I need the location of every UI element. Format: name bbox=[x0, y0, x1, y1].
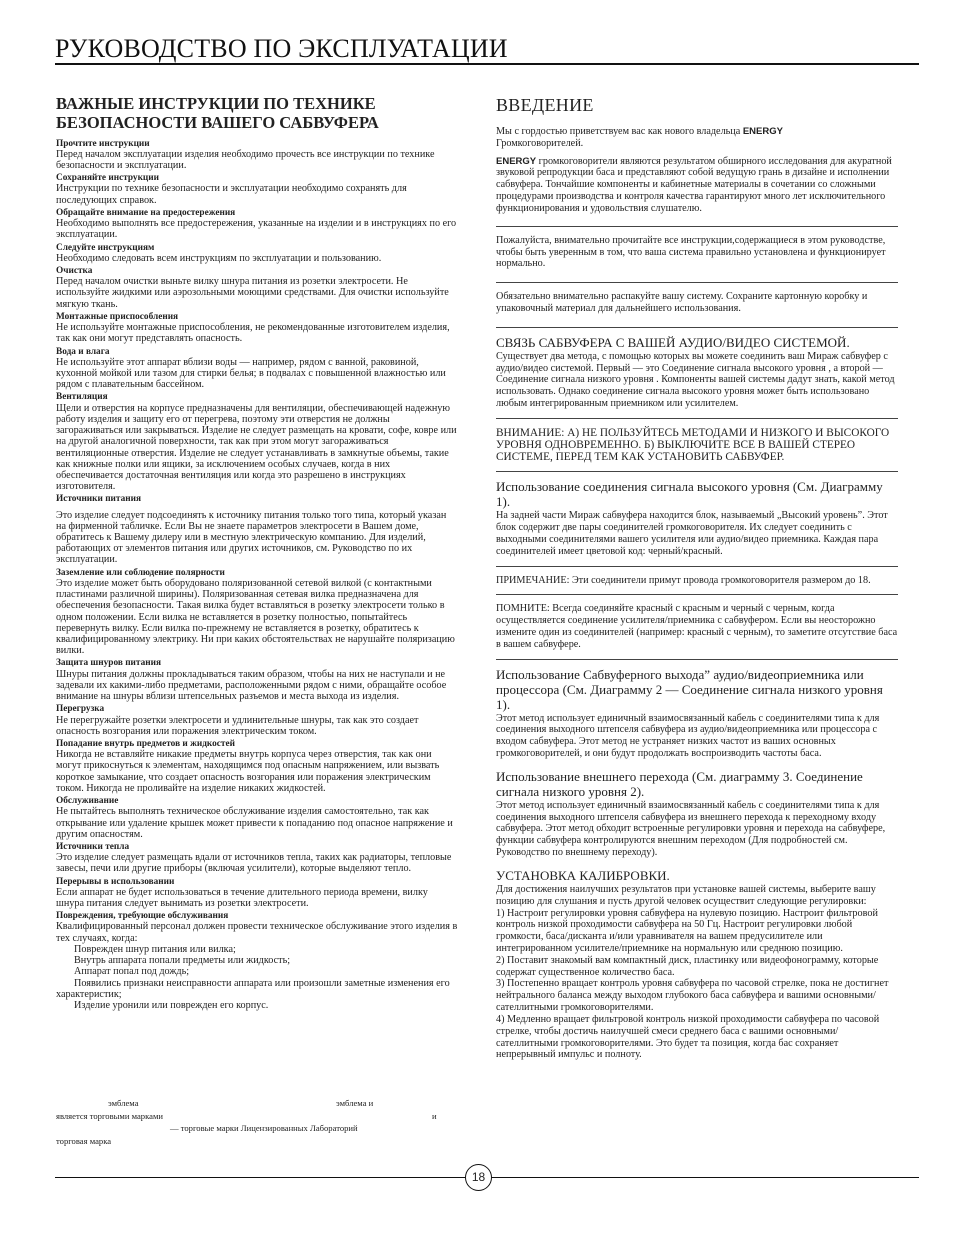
intro-paragraph: Пожалуйста, внимательно прочитайте все инструкции,содержащиеся в этом руководстве, чтобы быть уверенным в том, что ваша система правильно установлена и функционирует нормально. bbox=[496, 234, 886, 270]
page-number: 18 bbox=[465, 1164, 492, 1191]
section-text: Не используйте этот аппарат вблизи воды — например, рядом с ванной, раковиной, кухонной мойкой или тазом для стирки белья; в подвалах с повышенной влажностью или рядом с плавательным бассейном. bbox=[56, 356, 446, 391]
section-heading: Заземление или соблюдение полярности bbox=[56, 567, 225, 578]
brand-logo: ENERGY bbox=[496, 155, 537, 167]
section-text: Необходимо выполнять все предостережения, указанные на изделии и в инструкциях по его эксплуатации. bbox=[56, 218, 457, 241]
connection-text: Существует два метода, с помощью которых вы можете соединить ваш Мираж сабвуфер с аудио/видео системой. Первый — это Соединение сигнала высокого уровня , а второй — Соединение сигнала низкого уровня . Компоненты вашей системы дадут знать, какой метод использовать. Однако соединение сигнала высокого уровня может быть использовано любым интегрированным приемником или усилителем. bbox=[496, 350, 895, 410]
section-heading: Вода и влага bbox=[56, 346, 110, 357]
section-heading: Использование внешнего перехода (См. диаграмму 3. Соединение сигнала низкого уровня 2). bbox=[496, 768, 863, 799]
section-text: Никогда не вставляйте никакие предметы внутрь корпуса через отверстия, так как они могут прикоснуться к элементам, находящимся под опасным напряжением, или вызвать короткое замыкание, что создает опасность возгорания или поражения электрическим током. Никогда не проливайте на изделие никаких жидкостей. bbox=[56, 749, 440, 794]
safety-section bbox=[56, 796, 458, 840]
divider bbox=[496, 418, 898, 419]
section-heading: Попадание внутрь предметов и жидкостей bbox=[56, 738, 235, 749]
safety-section bbox=[56, 208, 458, 241]
safety-section bbox=[56, 347, 458, 391]
intro-text: громкоговорители являются результатом обширного исследования для акуратной звуковой репродукции баса и представляют собой ведущую грань в дизайне и исполнении сабвуфера. Тончайшие компоненты и кабинетные материалы в сочетании со сложными процедурами производства и контроля качества гарантируют много лет исключительного функционирования и удовольствия слушателю. bbox=[496, 155, 892, 214]
safety-section bbox=[56, 266, 458, 310]
section-heading: Монтажные приспособления bbox=[56, 311, 179, 322]
note-text: ПРИМЕЧАНИЕ: Эти соединители примут провода громкоговорителя размером до 18. bbox=[496, 574, 871, 586]
safety-section bbox=[56, 739, 458, 794]
divider bbox=[496, 594, 898, 595]
divider bbox=[496, 659, 898, 660]
divider bbox=[496, 226, 898, 227]
intro-text: Мы с гордостью приветствуем вас как нового владельца bbox=[496, 125, 741, 137]
external-crossover-text: Этот метод использует единичный взаимосвязанный кабель с соединителями типа к для соединения выходного штепселя сабвуфера из внешнего перехода к переходному входу сабвуфера. Этот метод обходит встроенные регулировки уровня и перехода на сабвуфере, функции сабвуфера контролируются внешним переходом (Для подробностей см. Руководство по внешнему переходу). bbox=[496, 799, 886, 859]
safety-section bbox=[56, 494, 458, 565]
list-item: Аппарат попал под дождь; bbox=[74, 966, 190, 978]
intro-text: Громкоговорителей. bbox=[496, 137, 584, 149]
section-text: Это изделие может быть оборудовано поляризованной сетевой вилкой (с контактными пластинами различной ширины). Поляризованная сетевая вилка предназначена для обеспечения безопасности. Такая вилка будет вставляться в розетку электросети только в одном положении. Если вилка не вставляется в розетку полностью, попытайтесь перевернуть вилку. Если вилка по-прежнему не вставляется в розетку, обратитесь к квалифицированному электрику. Ни при каких обстоятельствах не нарушайте поляризацию вилки. bbox=[56, 577, 455, 657]
section-heading: Прочтите инструкции bbox=[56, 138, 150, 149]
section-heading: Очистка bbox=[56, 266, 93, 276]
list-item: Появились признаки неисправности аппарата или произошли заметные изменения его характеристик; bbox=[56, 977, 450, 1000]
section-heading: УСТАНОВКА КАЛИБРОВКИ. bbox=[496, 867, 670, 883]
section-heading: Использование соединения сигнала высокого уровня (См. Диаграмму 1). bbox=[496, 479, 883, 510]
section-text: Квалифицированный персонал должен провести техническое обслуживание этого изделия в тех случаях, когда: bbox=[56, 921, 458, 944]
intro-paragraph: Обязательно внимательно распакуйте вашу систему. Сохраните картонную коробку и упаковочный материал для дальнейшего использования. bbox=[496, 291, 868, 314]
high-level-text: На задней части Мираж сабвуфера находится блок, называемый „Высокий уровень”. Этот блок содержит две пары соединителей громкоговорителя. Их следует соединить с выходными соединителями вашего усилителя или аудио/видео приемника. Каждая пара соединителей имеет цветовой код: черный/красный. bbox=[496, 510, 888, 557]
calibration-text: Для достижения наилучших результатов при установке вашей системы, выберите вашу позицию для слушания и пусть другой человек осуществит следующие регулировки: bbox=[496, 883, 876, 907]
safety-section bbox=[56, 911, 458, 944]
subwoofer-output-text: Этот метод использует единичный взаимосвязанный кабель с соединителями типа к для соединения выходного штепселя сабвуфера из аудио/видеоприемника или процессора с входом сабвуфера. Этот метод не устраняет низких частот из ваших основных громкоговорителей, и они будут продолжать воспроизводить частоты баса. bbox=[496, 712, 880, 760]
footnote-text: и bbox=[432, 1110, 437, 1121]
divider bbox=[496, 566, 898, 567]
divider bbox=[496, 471, 898, 472]
trademark-footnote bbox=[56, 1097, 456, 1147]
list-item: Внутрь аппарата попали предметы или жидкость; bbox=[74, 955, 291, 967]
safety-section bbox=[56, 877, 458, 910]
footnote-text: эмблема bbox=[108, 1098, 139, 1108]
calibration-step: 2) Поставит знакомый вам компактный диск, пластинку или видеофонограмму, которые содержат существенное количество баса. bbox=[496, 954, 879, 978]
calibration-step: 4) Медленно вращает фильтровой контроль низкой проходимости сабвуфера по часовой стрелке, чтобы достичь наилучшей смеси среднего баса с вашими основными/сателлитными громкоговорителями. Это будет та позиция, когда бас сохраняет непрерывный импульс и полноту. bbox=[496, 1013, 880, 1061]
section-text: Перед началом эксплуатации изделия необходимо прочесть все инструкции по технике безопасности и эксплуатации. bbox=[56, 148, 435, 172]
section-heading: Вентиляция bbox=[56, 392, 108, 403]
section-text: Это изделие следует подсоединять к источнику питания только того типа, который указан на фирменной табличке. Если Вы не знаете параметров электросети в Вашем доме, обратитесь к Вашему дилеру или в местную электрическую компанию. Для изделий, работающих от элементов питания или других источников, см. Руководство по их эксплуатации. bbox=[56, 509, 447, 566]
section-text: Инструкции по технике безопасности и эксплуатации необходимо сохранять для последующих справок. bbox=[56, 183, 407, 206]
safety-section bbox=[56, 568, 458, 657]
footnote-text: торговая марка bbox=[56, 1135, 112, 1146]
footnote-text: эмблема и bbox=[336, 1098, 374, 1108]
list-item: Поврежден шнур питания или вилка; bbox=[74, 943, 236, 955]
section-text: Перед началом очистки выньте вилку шнура питания из розетки электросети. Не используйте жидкими или аэрозольными моющими средствами. Для очистки используйте мягкую ткань. bbox=[56, 276, 449, 310]
section-text: Необходимо следовать всем инструкциям по эксплуатации и пользованию. bbox=[56, 252, 382, 264]
divider bbox=[496, 282, 898, 283]
header-rule bbox=[55, 63, 919, 65]
safety-section bbox=[56, 658, 458, 702]
safety-section bbox=[56, 243, 458, 264]
intro-paragraph bbox=[496, 126, 898, 150]
section-text: Если аппарат не будет использоваться в течение длительного периода времени, вилку шнура питания следует вынимать из розетки электросети. bbox=[56, 886, 428, 910]
calibration-step: 3) Постепенно вращает контроль уровня сабвуфера по часовой стрелке, пока не достигнет нейтрального баланса между выходом глубокого баса сабвуфера и вашими основными/сателлитными громкоговорителями. bbox=[496, 978, 889, 1014]
section-heading: Обращайте внимание на предостережения bbox=[56, 207, 236, 218]
safety-section bbox=[56, 842, 458, 875]
list-item: Изделие уронили или поврежден его корпус. bbox=[74, 1000, 269, 1011]
section-text: Не перегружайте розетки электросети и удлинительные шнуры, так как это создает опасность возгорания или поражения электрическим током. bbox=[56, 714, 419, 737]
section-heading: Следуйте инструкциям bbox=[56, 242, 155, 253]
section-heading: СВЯЗЬ САБВУФЕРА С ВАШЕЙ АУДИО/ВИДЕО СИСТЕМОЙ. bbox=[496, 334, 850, 350]
section-heading: Обслуживание bbox=[56, 796, 119, 807]
section-heading: Сохраняйте инструкции bbox=[56, 173, 160, 184]
section-heading: Источники тепла bbox=[56, 841, 130, 852]
remember-text: ПОМНИТЕ: Всегда соединяйте красный с красным и черный с черным, когда осуществляется соединение усилителя/приемника с сабвуфером. Если вы неосторожно измените один из соединителей (например: красный с черным), то заметите отсутствие баса в вашем сабвуфере. bbox=[496, 603, 898, 650]
section-text: Щели и отверстия на корпусе предназначены для вентиляции, обеспечивающей надежную работу изделия и защиту его от перегрева, поэтому эти отверстия не должны загораживаться или закрываться. Изделие не следует размещать на кровати, софе, ковре или на другой аналогичной поверхности, так как при этом могут загораживаться вентиляционные отверстия. Изделие не следует устанавливать в замкнутые объемы, такие как книжные полки или ящики, за исключением особых случаев, когда в них обеспечивается достаточная вентиляция или когда это разрешено в инструкциях изготовителя. bbox=[56, 402, 457, 493]
safety-section bbox=[56, 173, 458, 206]
footnote-text: является торговыми марками bbox=[56, 1110, 163, 1121]
section-text: Шнуры питания должны прокладываться таким образом, чтобы на них не наступали и не задевали их какими-либо предметами, расположенными рядом с ними, обращайте особое внимание на шнуры вблизи штепсельных разъемов и места выхода из изделия. bbox=[56, 668, 447, 703]
section-heading: Повреждения, требующие обслуживания bbox=[56, 911, 229, 922]
section-heading: Использование Сабвуферного выхода” аудио/видеоприемника или процессора (См. Диаграмму 2 — Соединение сигнала низкого уровня 1). bbox=[496, 666, 883, 712]
safety-section bbox=[56, 392, 458, 492]
calibration-step: 1) Настроит регулировки уровня сабвуфера на нулевую позицию. Настроит фильтровой контроль низкой проходимости сабвуфера на 50 Гц. Настроит регулировки любой громкости, баса/дисканта и/или уравнивателя на вашем предусилителе или интегрированном усилителе/приемнике на нормальную или среднюю позицию. bbox=[496, 907, 878, 954]
intro-paragraph bbox=[496, 156, 898, 215]
safety-section bbox=[56, 139, 458, 172]
introduction-title: ВВЕДЕНИЕ bbox=[496, 95, 594, 115]
section-heading: Перегрузка bbox=[56, 704, 105, 715]
warning-text: ВНИМАНИЕ: А) НЕ ПОЛЬЗУЙТЕСЬ МЕТОДАМИ И НИЗКОГО И ВЫСОКОГО УРОВНЯ ОДНОВРЕМЕННО. Б) ВЫКЛЮЧИТЕ ВСЕ В ВАШЕЙ СТЕРЕО СИСТЕМЕ, ПЕРЕД ТЕМ КАК УСТАНОВИТЬ САБВУФЕР. bbox=[496, 426, 890, 464]
section-text: Это изделие следует размещать вдали от источников тепла, таких как радиаторы, тепловые завесы, печи или другие приборы (включая усилители), которые выделяют тепло. bbox=[56, 852, 452, 875]
page-header-title: РУКОВОДСТВО ПО ЭКСПЛУАТАЦИИ bbox=[55, 34, 508, 63]
footnote-text: — торговые марки Лицензированных Лабораторий bbox=[170, 1123, 358, 1133]
safety-title: ВАЖНЫЕ ИНСТРУКЦИИ ПО ТЕХНИКЕ БЕЗОПАСНОСТИ ВАШЕГО САБВУФЕРА bbox=[56, 94, 379, 132]
safety-section bbox=[56, 704, 458, 737]
safety-column bbox=[56, 95, 458, 1011]
safety-section bbox=[56, 312, 458, 345]
section-heading: Защита шнуров питания bbox=[56, 658, 161, 669]
introduction-column bbox=[496, 95, 898, 1061]
section-heading: Перерывы в использовании bbox=[56, 876, 175, 887]
brand-logo: ENERGY bbox=[742, 125, 783, 137]
section-heading: Источники питания bbox=[56, 494, 141, 505]
section-text: Не пытайтесь выполнять техническое обслуживание изделия самостоятельно, так как открывание или удаление крышек может привести к попаданию под опасное напряжение и другим опасностям. bbox=[56, 806, 453, 840]
section-text: Не используйте монтажные приспособления, не рекомендованные изготовителем изделия, так как они могут представлять опасность. bbox=[56, 322, 450, 345]
divider bbox=[496, 327, 898, 328]
